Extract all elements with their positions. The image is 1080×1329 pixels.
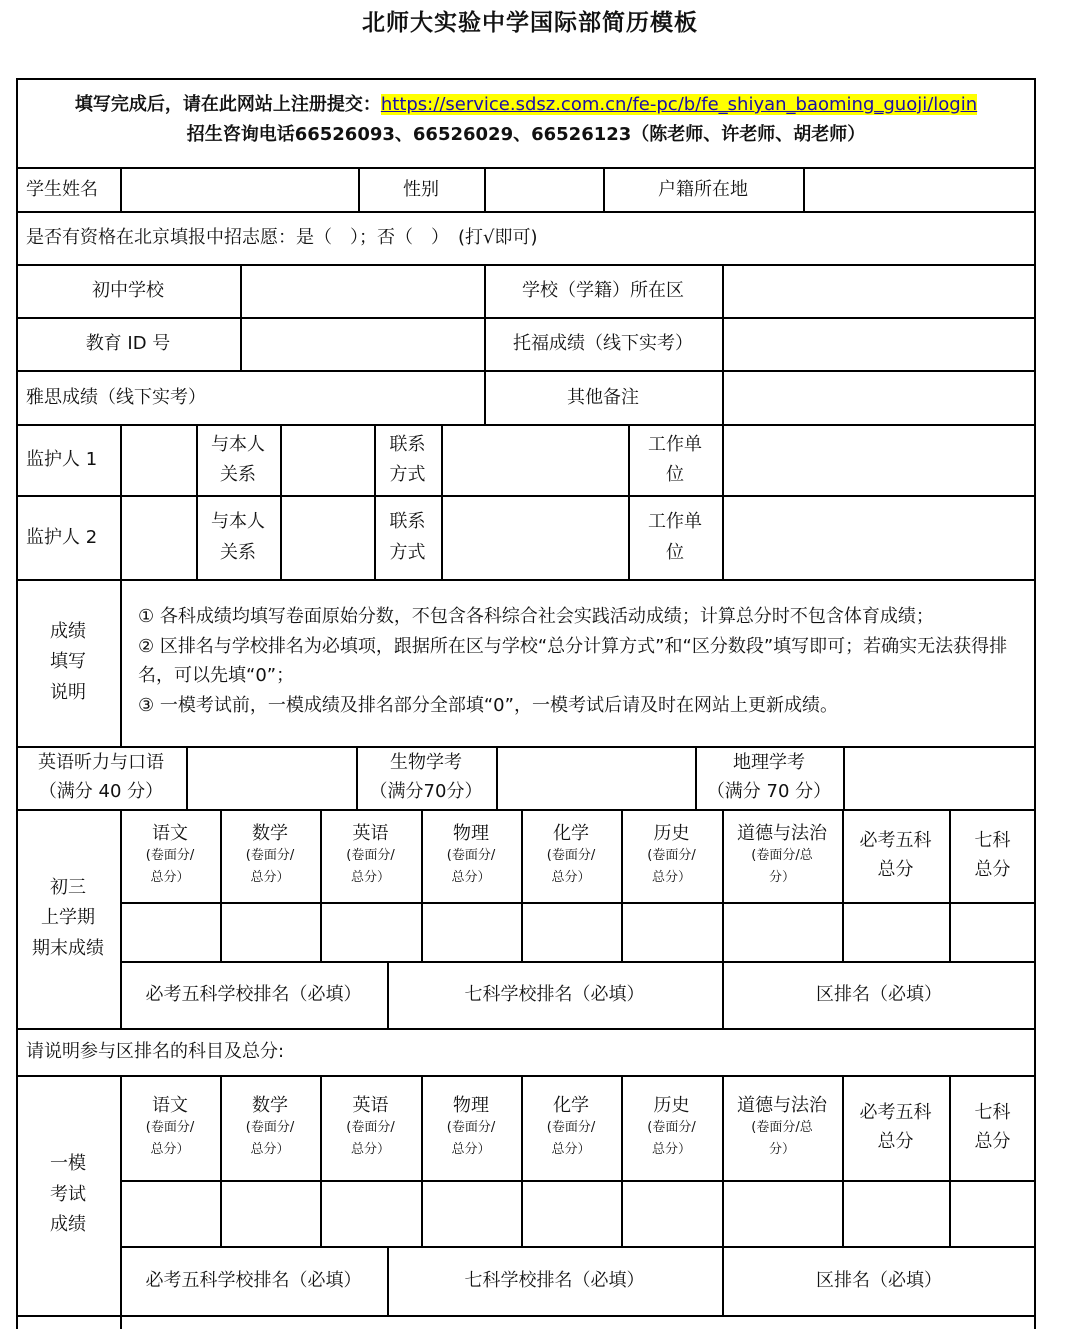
- term-rank-seven-label: 七科学校排名（必填）: [464, 984, 645, 1005]
- guardian1-relation-label: 与本人 关系: [211, 433, 265, 485]
- other-notes-label: 其他备注: [567, 386, 639, 408]
- mock-col-moral: 道德与法治 (卷面分/总 分）: [737, 1094, 827, 1157]
- guardian1-work-label: 工作单 位: [648, 433, 702, 485]
- mock-col-english: 英语 (卷面分/ 总分）: [346, 1094, 395, 1157]
- geography-label: 地理学考 （满分 70 分）: [706, 751, 832, 802]
- mock-label: 一模 考试 成绩: [50, 1153, 86, 1236]
- resume-form: [16, 78, 1036, 1329]
- guardian2-contact-label: 联系 方式: [389, 510, 426, 563]
- mock-rank-seven-label: 七科学校排名（必填）: [464, 1270, 645, 1291]
- mock-col-five-total: 必考五科 总分: [859, 1101, 932, 1152]
- term-col-math: 数学 (卷面分/ 总分）: [245, 822, 295, 885]
- term-rank-five-label: 必考五科学校排名（必填）: [145, 984, 362, 1005]
- consult-phone: 招生咨询电话66526093、66526029、66526123（陈老师、许老师、胡老师）: [186, 124, 866, 145]
- mock-col-seven-total: 七科 总分: [974, 1101, 1011, 1152]
- edu-id-label: 教育 ID 号: [85, 333, 171, 354]
- instruction-item-3: ③ 一模考试前，一模成绩及排名部分全部填“0”，一模考试后请及时在网站上更新成绩。: [138, 694, 838, 716]
- term-col-five-total: 必考五科 总分: [859, 829, 932, 880]
- mock-col-history: 历史 (卷面分/ 总分）: [647, 1094, 696, 1157]
- term-rank-district-label: 区排名（必填）: [816, 984, 942, 1005]
- instructions-label: 成绩 填写 说明: [50, 620, 86, 703]
- term-col-physics: 物理 (卷面分/ 总分）: [446, 822, 496, 885]
- guardian1-contact-label: 联系 方式: [389, 433, 426, 485]
- registration-link[interactable]: https://service.sdsz.com.cn/fe-pc/b/fe_shiyan_baoming_guoji/login: [380, 94, 978, 115]
- mock-rank-district-label: 区排名（必填）: [816, 1270, 942, 1291]
- school-district-label: 学校（学籍）所在区: [522, 280, 684, 301]
- instruction-item-1: ① 各科成绩均填写卷面原始分数，不包含各科综合社会实践活动成绩；计算总分时不包含体育成绩；: [138, 606, 934, 627]
- term-col-english: 英语 (卷面分/ 总分）: [346, 822, 395, 885]
- middle-school-label: 初中学校: [92, 280, 164, 301]
- district-subjects-prompt: 请说明参与区排名的科目及总分:: [26, 1041, 285, 1062]
- term-col-moral: 道德与法治 (卷面分/总 分）: [737, 822, 827, 885]
- guardian2-relation-label: 与本人 关系: [211, 510, 265, 563]
- biology-label: 生物学考 （满分70分）: [369, 751, 483, 802]
- mock-col-physics: 物理 (卷面分/ 总分）: [446, 1094, 496, 1157]
- instructions-text: [130, 602, 1036, 720]
- term-label: 初三 上学期 期末成绩: [32, 876, 104, 959]
- listening-label: 英语听力与口语 （满分 40 分）: [38, 751, 164, 802]
- notice-prefix: 填写完成后，请在此网站上注册提交：: [74, 94, 381, 115]
- page-title: 北师大实验中学国际部简历模板: [362, 10, 698, 36]
- instruction-item-2: ② 区排名与学校排名为必填项，跟据所在区与学校“总分计算方式”和“区分数段”填写即可；若确实无法获得排名，可以先填“0”；: [138, 635, 1008, 686]
- gender-label: 性别: [403, 178, 439, 200]
- student-name-label: 学生姓名: [26, 178, 98, 200]
- guardian2-label: 监护人 2: [26, 526, 98, 548]
- mock-col-chinese: 语文 (卷面分/ 总分）: [145, 1094, 195, 1157]
- term-col-chinese: 语文 (卷面分/ 总分）: [145, 822, 195, 885]
- term-col-seven-total: 七科 总分: [974, 829, 1011, 880]
- toefl-label: 托福成绩（线下实考）: [513, 333, 693, 354]
- mock-col-math: 数学 (卷面分/ 总分）: [245, 1094, 295, 1157]
- mock-rank-five-label: 必考五科学校排名（必填）: [145, 1270, 362, 1291]
- guardian1-label: 监护人 1: [26, 449, 98, 470]
- mock-col-chemistry: 化学 (卷面分/ 总分）: [546, 1094, 596, 1157]
- term-col-history: 历史 (卷面分/ 总分）: [647, 822, 696, 885]
- hukou-label: 户籍所在地: [658, 178, 748, 200]
- submission-notice: [16, 90, 1036, 150]
- term-col-chemistry: 化学 (卷面分/ 总分）: [546, 822, 596, 885]
- ielts-label: 雅思成绩（线下实考）: [26, 386, 206, 408]
- guardian2-work-label: 工作单 位: [648, 510, 702, 563]
- eligibility-question: 是否有资格在北京填报中招志愿：是（ ）；否（ ） (打√即可): [26, 227, 538, 248]
